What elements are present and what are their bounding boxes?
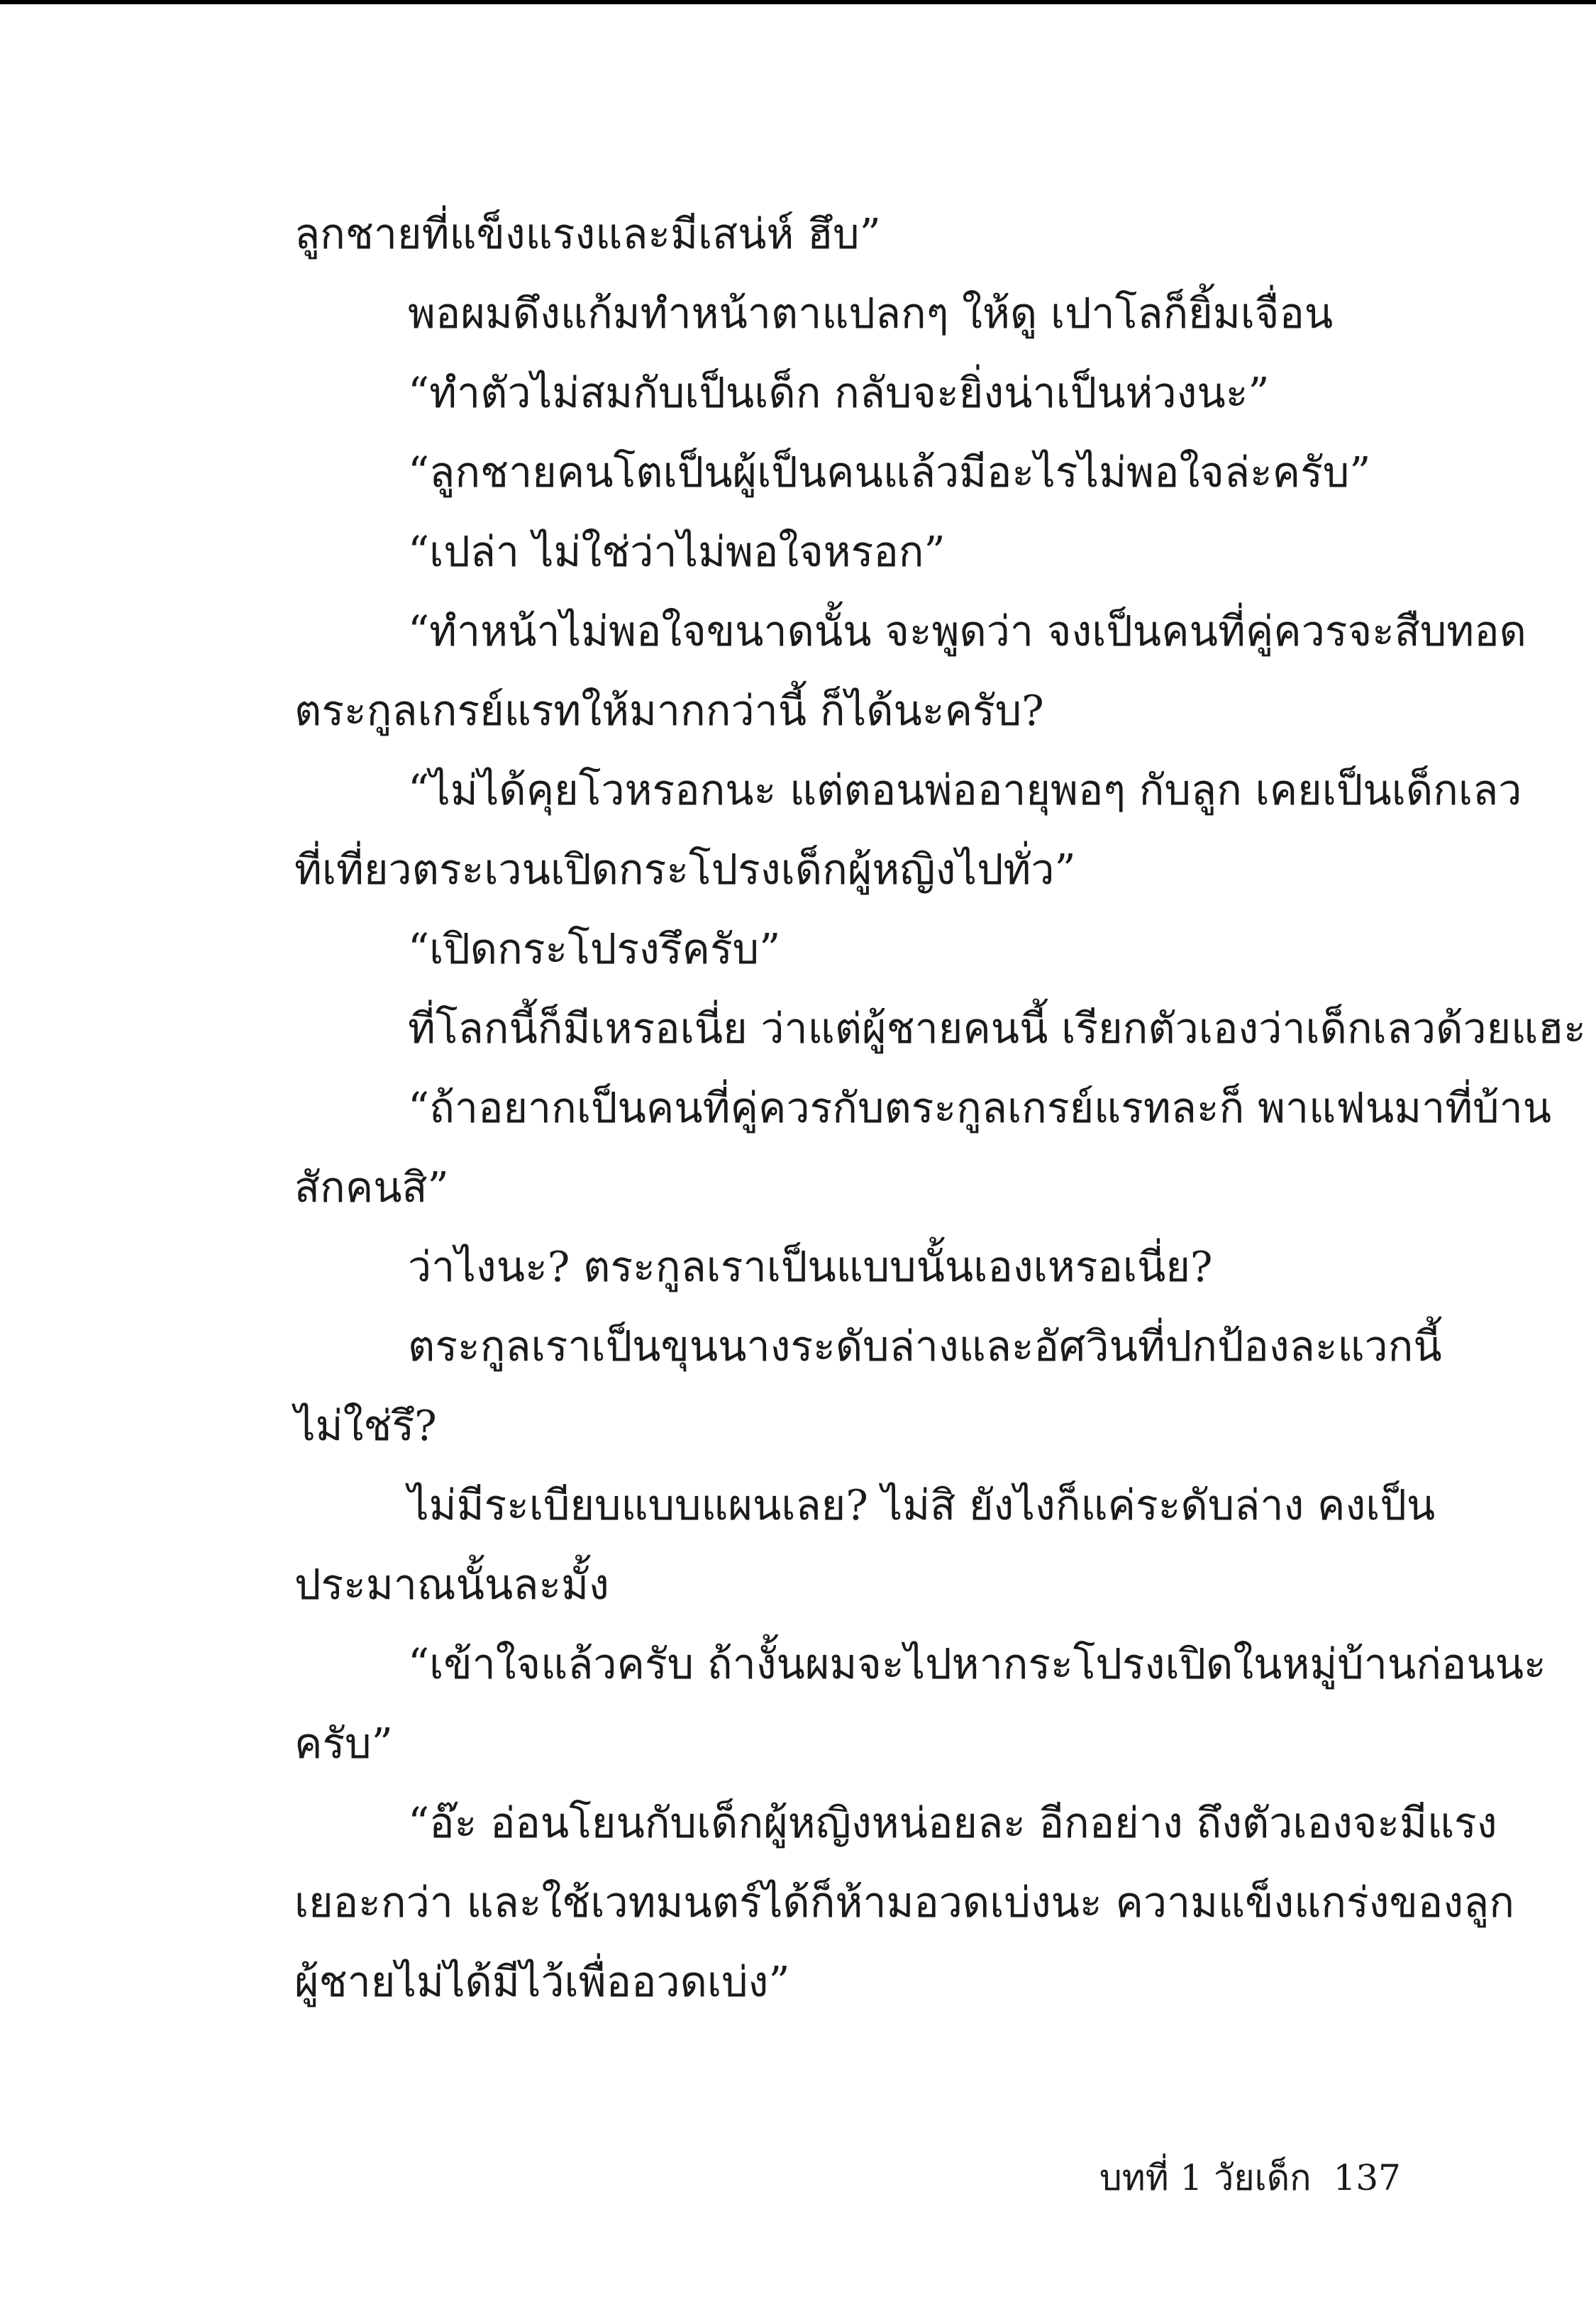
text-line: “ไม่ได้คุยโวหรอกนะ แต่ตอนพ่ออายุพอๆ กับลูก เคยเป็นเด็กเลว [408,765,1522,814]
page-number: 137 [1333,2157,1401,2198]
text-line: พอผมดึงแก้มทำหน้าตาแปลกๆ ให้ดู เปาโลก็ยิ้มเจื่อน [408,289,1334,338]
text-line: ประมาณนั้นละมั้ง [294,1560,609,1609]
text-line: ที่โลกนี้ก็มีเหรอเนี่ย ว่าแต่ผู้ชายคนนี้ เรียกตัวเองว่าเด็กเลวด้วยแฮะ [408,1004,1586,1053]
text-line: “อ๊ะ อ่อนโยนกับเด็กผู้หญิงหน่อยละ อีกอย่าง ถึงตัวเองจะมีแรง [408,1798,1497,1847]
text-line: “ถ้าอยากเป็นคนที่คู่ควรกับตระกูลเกรย์แรทละก็ พาแฟนมาที่บ้าน [408,1083,1552,1132]
text-line: ครับ” [294,1719,393,1768]
text-line: ที่เที่ยวตระเวนเปิดกระโปรงเด็กผู้หญิงไปทั่ว” [294,845,1076,894]
top-edge-rule [0,0,1596,4]
text-line: “เข้าใจแล้วครับ ถ้างั้นผมจะไปหากระโปรงเปิดในหมู่บ้านก่อนนะ [408,1639,1546,1688]
text-line: ไม่มีระเบียบแบบแผนเลย? ไม่สิ ยังไงก็แค่ระดับล่าง คงเป็น [408,1480,1436,1529]
text-line: “ลูกชายคนโตเป็นผู้เป็นคนแล้วมีอะไรไม่พอใจล่ะครับ” [408,448,1371,497]
text-line: ไม่ใช่รึ? [294,1401,437,1450]
text-line: “ทำตัวไม่สมกับเป็นเด็ก กลับจะยิ่งน่าเป็นห่วงนะ” [408,368,1270,417]
text-line: ว่าไงนะ? ตระกูลเราเป็นแบบนั้นเองเหรอเนี่ย? [408,1242,1213,1291]
text-line: ลูกชายที่แข็งแรงและมีเสน่ห์ ฮึบ” [294,209,881,258]
text-line: “เปล่า ไม่ใช่ว่าไม่พอใจหรอก” [408,527,946,576]
text-line: ผู้ชายไม่ได้มีไว้เพื่ออวดเบ่ง” [294,1957,790,2006]
text-line: เยอะกว่า และใช้เวทมนตร์ได้ก็ห้ามอวดเบ่งนะ ความแข็งแกร่งของลูก [294,1878,1514,1927]
text-line: “ทำหน้าไม่พอใจขนาดนั้น จะพูดว่า จงเป็นคนที่คู่ควรจะสืบทอด [408,607,1526,655]
text-line: สักคนสิ” [294,1163,449,1212]
chapter-title: บทที่ 1 วัยเด็ก [1099,2157,1312,2198]
text-line: “เปิดกระโปรงรึครับ” [408,924,781,973]
text-line: ตระกูลเราเป็นขุนนางระดับล่างและอัศวินที่ปกป้องละแวกนี้ [408,1322,1442,1371]
text-line: ตระกูลเกรย์แรทให้มากกว่านี้ ก็ได้นะครับ? [294,686,1044,735]
running-footer [1099,2149,1401,2206]
